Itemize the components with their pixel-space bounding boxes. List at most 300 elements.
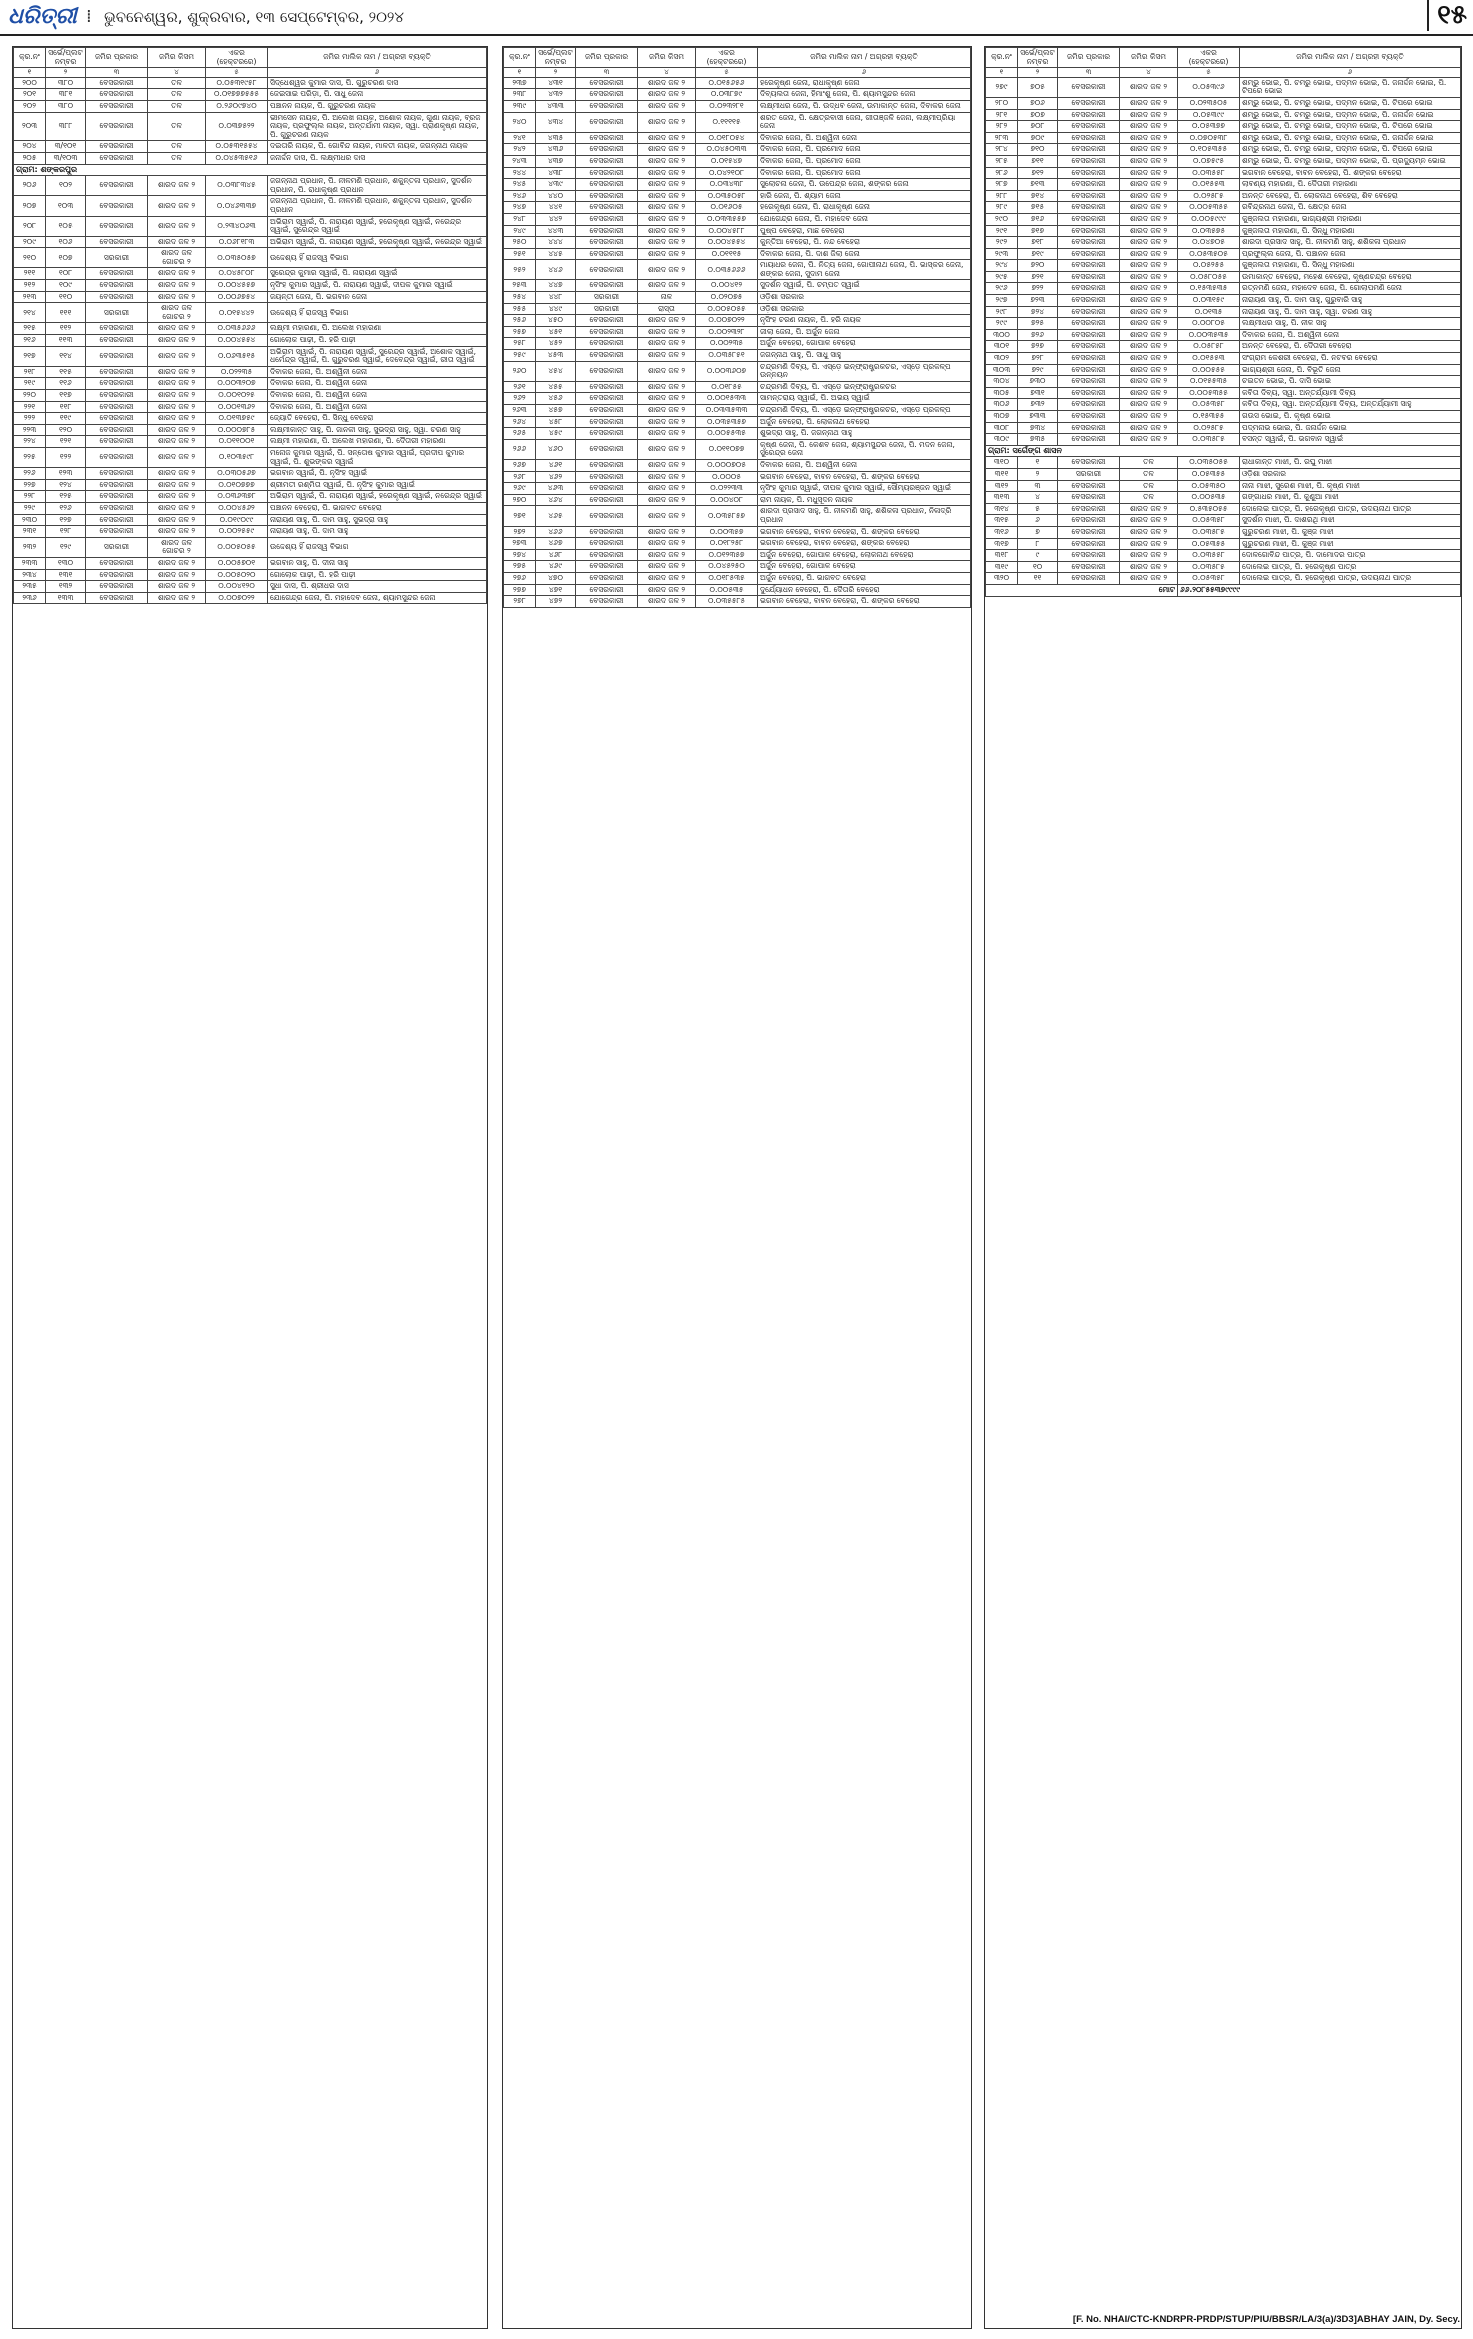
owner-cell: ଅଭିରାମ ସ୍ୱାଇଁ, ପି. ନାରାୟଣ ସ୍ୱାଇଁ, ସୁରେନ୍ଦ୍ର ସ୍ୱାଇଁ, ଅଶୋକ ସ୍ୱାଇଁ, ଧର୍ମେନ୍ଦ୍ର ସ୍ୱାଇଁ, ପି. ଗୁରୁଚରଣ ସ୍ୱାଇଁ, ଦେବେନ୍ଦ୍ର ସ୍ୱାଇଁ, ରୀତା ସ୍ୱାଇଁ [268, 346, 487, 366]
plot-cell: ୧୨୮ [46, 526, 86, 538]
owner-cell: ନୃସିଂହ କୁମାର ସ୍ୱାଇଁ, ଦୀପକ କୁମାର ସ୍ୱାଇଁ, ସୌମ୍ୟରଞ୍ଜନ ସ୍ୱାଇଁ [758, 483, 971, 495]
kism-cell: ଶାରଦ ଜଳ ୨ [638, 132, 696, 144]
land-type-cell: ବେସରକାରୀ [1058, 213, 1120, 225]
land-type-cell: ବେସରକାରୀ [1058, 77, 1120, 97]
owner-cell: ଅଭିରାମ ସ୍ୱାଇଁ, ପି. ନାରାୟଣ ସ୍ୱାଇଁ, ହରେକୃଷ୍ଣ ସ୍ୱାଇଁ, ନରେନ୍ଦ୍ର ସ୍ୱାଇଁ, ସୁରେନ୍ଦ୍ର ସ୍ୱାଇଁ [268, 216, 487, 236]
land-type-cell: ବେସରକାରୀ [576, 381, 638, 393]
column-3 [984, 46, 1462, 2329]
table-row [986, 167, 1461, 179]
serial-cell: ୨୭୩ [504, 538, 536, 550]
land-type-cell: ବେସରକାରୀ [1058, 526, 1120, 538]
plot-cell: ୭୦୫ [1018, 77, 1058, 97]
column-header-serial: କ୍ର.ନଂ [986, 48, 1018, 68]
land-type-cell: ବେସରକାରୀ [1058, 271, 1120, 283]
owner-cell: ଅନନ୍ତ ବେହେରା, ପି. ଦୈତାରୀ ବେହେରା [1240, 341, 1461, 353]
area-cell: ୦.୦୦୪୧୨ [696, 280, 758, 292]
total-row [986, 584, 1461, 596]
land-type-cell: ସରକାରୀ [576, 303, 638, 315]
kism-cell: ଶାରଦ ଜଳ ୨ [148, 323, 206, 335]
kism-cell: ଶାରଦ ଜଳ ୨ [148, 436, 206, 448]
land-type-cell: ବେସରକାରୀ [1058, 237, 1120, 249]
land-type-cell: ବେସରକାରୀ [86, 502, 148, 514]
area-cell: ୦.୦୦୩୫୭ [696, 526, 758, 538]
plot-cell: ୪୫୨ [536, 338, 576, 350]
serial-cell: ୨୧୬ [14, 335, 46, 347]
table-row [504, 338, 971, 350]
serial-cell: ୨୦୨ [14, 100, 46, 112]
owner-cell: ସିଦ୍ଧେଶ୍ୱର କୁମାର ଦାସ, ପି. ଗୁରୁଚରଣ ଦାସ [268, 77, 487, 89]
kism-cell: ଶାରଦ ଜଳ ୨ [148, 280, 206, 292]
owner-cell: ଦିବାକର ଜେନା, ପି. ଅଶ୍ୱିନୀ ଜେନା [268, 378, 487, 390]
column-number: ୩ [1058, 68, 1120, 78]
area-cell: ୦.୦୨୨୩୩ [696, 483, 758, 495]
kism-cell: ଶାରଦ ଜଳ ୨ [638, 506, 696, 526]
land-type-cell: ବେସରକାରୀ [86, 152, 148, 164]
plot-cell: ୧୧୧ [46, 303, 86, 323]
column-header-serial: କ୍ର.ନଂ [504, 48, 536, 68]
serial-cell: ୩୦୩ [986, 364, 1018, 376]
serial-cell: ୨୩୮ [504, 89, 536, 101]
serial-cell: ୨୨୨ [14, 413, 46, 425]
plot-cell: ୪୫୬ [536, 393, 576, 405]
table-row [14, 436, 487, 448]
plot-cell: ୪୬୬ [536, 526, 576, 538]
serial-cell: ୨୭୮ [504, 596, 536, 608]
plot-cell: ୪୩୯ [536, 179, 576, 191]
land-type-cell: ବେସରକାରୀ [1058, 376, 1120, 388]
owner-cell: ରାମ ନାୟକ, ପି. ମଧୁସୂଦନ ନାୟକ [758, 494, 971, 506]
table-row [504, 225, 971, 237]
serial-cell: ୨୦୮ [14, 216, 46, 236]
plot-cell: ୪୬୨ [536, 471, 576, 483]
serial-cell: ୩୧୩ [986, 492, 1018, 504]
land-type-cell: ବେସରକାରୀ [86, 366, 148, 378]
plot-cell: ୭୩୨ [1018, 399, 1058, 411]
serial-cell: ୨୨୭ [14, 479, 46, 491]
table-row [986, 526, 1461, 538]
table-row [14, 468, 487, 480]
serial-cell: ୨୭୦ [504, 494, 536, 506]
kism-cell: ଶାରଦ ଜଳ ୨ [148, 335, 206, 347]
land-type-cell: ବେସରକାରୀ [1058, 295, 1120, 307]
owner-cell: ଜଗନ୍ନାଥ ପ୍ରଧାନ, ପି. ନୀଳମଣି ପ୍ରଧାନ, ଶକୁନ୍ତଳା ପ୍ରଧାନ, ସୁଦର୍ଶନ ପ୍ରଧାନ [268, 196, 487, 216]
owner-cell: ଲକ୍ଷ୍ମୀ ମହାରଣା, ପି. ଅଲେଖ ମହାରଣା [268, 323, 487, 335]
table-row [14, 557, 487, 569]
table-row [14, 413, 487, 425]
kism-cell: ଶାରଦ ଜଳ ୨ [1120, 411, 1178, 423]
land-table-1 [13, 47, 487, 604]
plot-cell: ୪୩୫ [536, 132, 576, 144]
kism-cell: ଶାରଦ ଜଳ ୨ [1120, 97, 1178, 109]
land-type-cell: ବେସରକାରୀ [576, 350, 638, 362]
kism-cell: ଶାରଦ ଜଳ ୨ [1120, 109, 1178, 121]
table-row [14, 401, 487, 413]
land-type-cell: ସରକାରୀ [576, 292, 638, 304]
kism-cell: ନାଳ [638, 292, 696, 304]
land-type-cell: ବେସରକାରୀ [1058, 167, 1120, 179]
owner-cell: ପ୍ରଫୁଲ୍ଲ ଜେନା, ପି. ପଞ୍ଚାନନ ଜେନା [1240, 248, 1461, 260]
area-cell: ୦.୦୩୩୫୫୭ [696, 213, 758, 225]
kism-cell: ତଳ [1120, 457, 1178, 469]
owner-cell: ଦଇତାରି ନାୟକ, ପି. ଗୋବିନ୍ଦ ନାୟକ, ମାଳତୀ ନାୟକ, ଜଗନ୍ନାଥ ନାୟକ [268, 141, 487, 153]
serial-cell: ୨୦୬ [14, 176, 46, 196]
land-type-cell: ବେସରକାରୀ [1058, 329, 1120, 341]
column-header-owner: ଜମିର ମାଲିକ ନାମ / ଅଗ୍ରହୀ ବ୍ୟକ୍ତି [1240, 48, 1461, 68]
land-table-3 [985, 47, 1461, 597]
land-type-cell: ବେସରକାରୀ [86, 557, 148, 569]
plot-cell: ୩୮୦ [46, 100, 86, 112]
total-value: ୬୬.୨୦୮୫୫୩୭୯୯୯୯ [1178, 584, 1461, 596]
land-type-cell: ବେସରକାରୀ [1058, 480, 1120, 492]
serial-cell: ୩୧୧ [986, 468, 1018, 480]
owner-cell: ଭଗବାନ ସ୍ୱାଇଁ, ପି. ନୃସିଂହ ସ୍ୱାଇଁ [268, 468, 487, 480]
plot-cell: ୪୬୮ [536, 549, 576, 561]
table-row [14, 248, 487, 268]
table-row [504, 459, 971, 471]
owner-cell: କୁଞ୍ଜଲତା ମହାରଣା, ପି. ସିନ୍ଧୁ ମହାରଣା [1240, 225, 1461, 237]
serial-cell: ୨୫୬ [504, 315, 536, 327]
plot-cell: ୧୧୨ [46, 323, 86, 335]
land-type-cell: ବେସରକାରୀ [576, 459, 638, 471]
serial-cell: ୨୬୧ [504, 381, 536, 393]
table-row [504, 428, 971, 440]
area-cell: ୦.୦୧୩୭୫୯ [206, 413, 268, 425]
plot-cell: ୪୩୭ [536, 155, 576, 167]
serial-cell: ୨୦୭ [14, 196, 46, 216]
table-row [14, 291, 487, 303]
header-number-row [504, 68, 971, 78]
area-cell: ୦.୦୧୫୪୭ [696, 155, 758, 167]
area-cell: ୦.୦୫୩୯୬ [1178, 77, 1240, 97]
land-type-cell: ବେସରକାରୀ [86, 268, 148, 280]
land-type-cell: ବେସରକାରୀ [576, 260, 638, 280]
land-type-cell: ବେସରକାରୀ [86, 514, 148, 526]
owner-cell: ଉଦ୍ଦେଶ୍ୟ ହିଁ ରାଜସ୍ୱ ବିଭାଗ [268, 537, 487, 557]
table-row [14, 491, 487, 503]
column-header-serial: କ୍ର.ନଂ [14, 48, 46, 68]
plot-cell: ୪୩୬ [536, 144, 576, 156]
land-type-cell: ବେସରକାରୀ [576, 549, 638, 561]
kism-cell: ଶାରଦ ଜଳ ୨ [638, 561, 696, 573]
table-row [986, 341, 1461, 353]
owner-cell: ଭୀମସେନ ନାୟକ, ପି. ଅଲେଖ ନାୟକ, ଅଶୋକ ନାୟକ, ଗୁଣା ନାୟକ, ବ୍ରଜ ନାୟକ, ପ୍ରଫୁଲ୍ଲ ନାୟକ, ଅନ୍ତର୍ଯାମୀ ନାୟକ, ସ୍ୱା. ପ୍ରାଣକୃଷ୍ଣ ନାୟକ, ପି. ଗୁରୁଚରଣ ନାୟକ [268, 112, 487, 141]
kism-cell: ଶାରଦ ଜଳ ୨ [1120, 248, 1178, 260]
plot-cell: ୧୧୪ [46, 346, 86, 366]
kism-cell: ଶାରଦ ଜଳ ୨ [638, 112, 696, 132]
serial-cell: ୨୩୭ [504, 77, 536, 89]
kism-cell: ଶାରଦ ଜଳ ୨ [1120, 121, 1178, 133]
table-row [504, 494, 971, 506]
plot-cell: ୧୩୩ [46, 592, 86, 604]
owner-cell: ପଞ୍ଚାନନ ନାୟକ, ପି. ଗୁରୁଚରଣ ନାୟକ [268, 100, 487, 112]
owner-cell: ଶରତ ଜେନା, ପି. କ୍ଷେତ୍ରବାସୀ ଜେନା, ଗୀତାଞ୍ଜଳି ଜେନା, ଲକ୍ଷ୍ମୀପ୍ରିୟା ଜେନା [758, 112, 971, 132]
serial-cell: ୨୭୫ [504, 561, 536, 573]
land-type-cell: ବେସରକାରୀ [86, 447, 148, 467]
area-cell: ୦.୨୩୪୦୬୩ [206, 216, 268, 236]
plot-cell: ୧୨୨ [46, 447, 86, 467]
kism-cell: ଶାରଦ ଜଳ ୨ [638, 190, 696, 202]
table-row [986, 132, 1461, 144]
plot-cell: ୭୧୩ [1018, 179, 1058, 191]
table-row [986, 376, 1461, 388]
owner-cell: ହାରି ଜେନା, ପି. ଶ୍ୟାମ ଜେନା [758, 190, 971, 202]
plot-cell: ୪୫୮ [536, 416, 576, 428]
serial-cell: ୨୨୩ [14, 424, 46, 436]
area-cell: ୦.୦୫୩୧୫୫୪ [206, 141, 268, 153]
owner-cell: ନୃସିଂହ ଚରଣ ନାୟକ, ପି. ହରି ନାୟକ [758, 315, 971, 327]
kism-cell: ଶାରଦ ଜଳ ୨ [148, 268, 206, 280]
area-cell: ୦.୦୧୮୫୩୫ [696, 572, 758, 584]
table-row [986, 353, 1461, 365]
kism-cell: ଶାରଦ ଜଳ ୨ [1120, 179, 1178, 191]
plot-cell: ୭୨୭ [1018, 341, 1058, 353]
kism-cell: ତଳ [148, 100, 206, 112]
owner-cell: ଶମ୍ଭୁ ଭୋଇ, ପି. ଚମରୁ ଭୋଇ, ପଦ୍ମନ ଭୋଇ, ପି. ପ୍ରଦ୍ୟୁମ୍ନ ଭୋଇ [1240, 155, 1461, 167]
table-row [986, 271, 1461, 283]
owner-cell: ଗୋଲୋକ ପାଢ଼ୀ, ପି. ହରି ପାଢ଼ୀ [268, 569, 487, 581]
kism-cell: ଶାରଦ ଜଳ ୨ [1120, 260, 1178, 272]
serial-cell: ୩୧୪ [986, 503, 1018, 515]
area-cell: ୦.୦୩୫୦୫୮ [696, 190, 758, 202]
land-type-cell: ସରକାରୀ [86, 303, 148, 323]
serial-cell: ୨୩୬ [14, 592, 46, 604]
column-number: ୪ [638, 68, 696, 78]
owner-cell: ଦିବାକର ଜେନା, ପି. ଅଶ୍ୱିନୀ ଜେନା [268, 390, 487, 402]
owner-cell: ଅର୍ଜୁନ ବେହେରା, ପି. ଲୋକନାଥ ବେହେରା [758, 416, 971, 428]
kism-cell: ଶାରଦ ଜଳ ୨ [148, 378, 206, 390]
kism-cell: ଶାରଦ ଜଳ ୨ [148, 366, 206, 378]
area-cell: ୦.୦୦୦୭୮୫ [206, 424, 268, 436]
kism-cell: ଶାରଦ ଜଳ ୨ [1120, 213, 1178, 225]
kism-cell: ଶାରଦ ଜଳ ୨ [1120, 225, 1178, 237]
plot-cell: ୪୫୫ [536, 381, 576, 393]
table-row [986, 457, 1461, 469]
owner-cell: ଜୀଲା ଜେନା, ପି. ଅର୍ଜୁନ ଜେନା [758, 326, 971, 338]
column-number: ୪ [1120, 68, 1178, 78]
area-cell: ୦.୦୦୭୦୨୨ [696, 315, 758, 327]
plot-cell: ୪୬୧ [536, 459, 576, 471]
serial-cell: ୨୫୫ [504, 303, 536, 315]
table-row [14, 537, 487, 557]
serial-cell: ୨୭୬ [504, 572, 536, 584]
owner-cell: କବିତା ଦିବ୍ୟ, ସ୍ୱା. ଅନ୍ତର୍ଯ୍ୟାମୀ ଦିବ୍ୟ, ଅନ୍ତର୍ଯ୍ୟାମୀ ସାହୁ [1240, 399, 1461, 411]
table-row [986, 295, 1461, 307]
land-type-cell: ବେସରକାରୀ [86, 401, 148, 413]
land-type-cell: ବେସରକାରୀ [576, 100, 638, 112]
kism-cell: ଶାରଦ ଜଳ ୨ [1120, 561, 1178, 573]
owner-cell: ରତ୍ନମଣି ଜେନା, ମହାଦେବ ଜେନା, ପି. ଗୋଲାପମଣି ଜେନା [1240, 283, 1461, 295]
serial-cell: ୨୫୩ [504, 280, 536, 292]
area-cell: ୦.୦୩୫୩୫୭ [696, 416, 758, 428]
header-row [14, 48, 487, 68]
area-cell: ୦.୦୧୧୦୦୧ [206, 436, 268, 448]
plot-cell: ୭୦୬ [1018, 97, 1058, 109]
land-type-cell: ବେସରକାରୀ [86, 280, 148, 292]
area-cell: ୦.୦୦୧୦୨୫ [206, 390, 268, 402]
plot-cell: ୭୨୮ [1018, 353, 1058, 365]
kism-cell: ଶାରଦ ଜଳ ୨ [1120, 283, 1178, 295]
serial-cell: ୨୯୧ [986, 225, 1018, 237]
owner-cell: ଶମ୍ଭୁ ଭୋଇ, ପି. ଚମରୁ ଭୋଇ, ପଦ୍ମନ ଭୋଇ, ପି. ଜନାର୍ଦ୍ଦନ ଭୋଇ [1240, 132, 1461, 144]
area-cell: ୦.୦୦୪୦୮ [696, 494, 758, 506]
land-type-cell: ବେସରକାରୀ [1058, 155, 1120, 167]
area-cell: ୦.୦୩୫୮୫୭ [696, 506, 758, 526]
kism-cell: ଶାରଦ ଜଳ ୨ [638, 248, 696, 260]
area-cell: ୦.୦୩୭୫୨୨ [206, 112, 268, 141]
table-row [986, 213, 1461, 225]
area-cell: ୦.୦୦୫୫୩୫ [696, 428, 758, 440]
land-type-cell: ବେସରକାରୀ [86, 592, 148, 604]
serial-cell: ୨୮୭ [986, 179, 1018, 191]
plot-cell: ୪୬୫ [536, 506, 576, 526]
area-cell: ୦.୦୨୫୮୫ [1178, 190, 1240, 202]
land-type-cell: ବେସରକାରୀ [86, 424, 148, 436]
plot-cell: ୭୧୪ [1018, 190, 1058, 202]
area-cell: ୦.୦୦୫୩୫୫ [1178, 202, 1240, 214]
table-row [504, 77, 971, 89]
plot-cell: ୩୮୮ [46, 112, 86, 141]
plot-cell: ୨ [1018, 468, 1058, 480]
kism-cell: ଶାରଦ ଜଳ ୨ [638, 100, 696, 112]
owner-cell: ଦିବାକର ଜେନା, ପି. ପ୍ରମୋଦ ଜେନା [758, 144, 971, 156]
owner-cell: ଲକ୍ଷ୍ମୀ ମହାରଣା, ପି. ଅଲେଖ ମହାରଣା, ପି. ଦୈତାରୀ ମହାରଣା [268, 436, 487, 448]
kism-cell: ଶାରଦ ଜଳ ୨ [638, 77, 696, 89]
plot-cell: ୧୧୬ [46, 378, 86, 390]
plot-cell: ୪୬୪ [536, 494, 576, 506]
land-type-cell: ବେସରକାରୀ [576, 338, 638, 350]
owner-cell: ନାରାୟଣ ସାହୁ, ପି. ଦାମ ସାହୁ, ସ୍ୱା. ଚରଣ ସାହୁ [1240, 306, 1461, 318]
table-row [14, 378, 487, 390]
table-row [986, 387, 1461, 399]
owner-cell: ଦିବ୍ୟଲତା ଜେନା, ହିମାଂଶୁ ଜେନା, ପି. ଶ୍ୟାମସୁନ୍ଦର ଜେନା [758, 89, 971, 101]
owner-cell: ଶୁଭଦ୍ରା ସାହୁ, ପି. ଜଗନ୍ନାଥ ସାହୁ [758, 428, 971, 440]
area-cell: ୦.୦୩୫୬୬୬ [696, 260, 758, 280]
serial-cell: ୨୫୧ [504, 248, 536, 260]
land-type-cell: ବେସରକାରୀ [1058, 132, 1120, 144]
kism-cell: ଶାରଦ ଜଳ ୨ [148, 592, 206, 604]
owner-cell: ଉଦ୍ଦେଶ୍ୟ ହିଁ ରାଜସ୍ୱ ବିଭାଗ [268, 248, 487, 268]
land-type-cell: ବେସରକାରୀ [576, 280, 638, 292]
land-type-cell: ବେସରକାରୀ [1058, 144, 1120, 156]
kism-cell: ଶାରଦ ଜଳ ୨ [148, 291, 206, 303]
table-row [504, 405, 971, 417]
owner-cell: ଦିବାକର ଜେନା, ପି. ଅଶ୍ୱିନୀ ଜେନା [268, 401, 487, 413]
owner-cell: ରବିନ୍ଦ୍ରନାଥ ଜେନା, ପି. କ୍ଷେତ୍ର ଜେନା [1240, 202, 1461, 214]
kism-cell: ଶାରଦ ଜଳ ୨ [1120, 422, 1178, 434]
area-cell: ୦.୦୩୫୮୫ [1178, 561, 1240, 573]
table-row [504, 248, 971, 260]
column-header-plot: ସର୍ଭେ/ପ୍ଲଟ ନମ୍ବର [1018, 48, 1058, 68]
kism-cell: ଶାରଦ ଜଳ ୨ [148, 502, 206, 514]
land-type-cell: ବେସରକାରୀ [1058, 503, 1120, 515]
table-row [14, 335, 487, 347]
kism-cell: ଶାରଦ ଜଳ ୨ [638, 361, 696, 381]
kism-cell: ତଳ [148, 141, 206, 153]
kism-cell: ଶାରଦ ଜଳ ୨ [638, 494, 696, 506]
owner-cell: ସୁଧା ଦାସ, ପି. ଶ୍ରୀଧର ଦାସ [268, 581, 487, 593]
serial-cell: ୨୧୮ [14, 366, 46, 378]
owner-cell: ଶ୍ରୀମତୀ ରଶ୍ମିତା ସ୍ୱାଇଁ, ପି. ନୃସିଂହ କୁମାର ସ୍ୱାଇଁ [268, 479, 487, 491]
table-row [504, 572, 971, 584]
table-row [504, 213, 971, 225]
column-2 [502, 46, 972, 2329]
plot-cell: ୭୨୧ [1018, 271, 1058, 283]
owner-cell: ଓଡ଼ିଶା ସରକାର [758, 292, 971, 304]
area-cell: ୦.୦୧୧୦୭୭ [696, 439, 758, 459]
land-type-cell: ବେସରକାରୀ [576, 526, 638, 538]
village-name: ଗ୍ରାମ: ଶଙ୍କରପୁର [14, 164, 487, 176]
table-row [986, 411, 1461, 423]
table-row [504, 292, 971, 304]
serial-cell: ୨୩୯ [504, 100, 536, 112]
area-cell: ୦.୦୧୫୬୫୬ [696, 77, 758, 89]
column-number: ୧ [14, 68, 46, 78]
plot-cell: ୪୪୯ [536, 303, 576, 315]
owner-cell: ଉଦ୍ଦେଶ୍ୟ ହିଁ ରାଜସ୍ୱ ବିଭାଗ [268, 303, 487, 323]
owner-cell: ଦୋଲେଇ ପାତ୍ର, ପି. ହରେକୃଷ୍ଣ ପାତ୍ର, ଉଦୟନାଥ ପାତ୍ର [1240, 573, 1461, 585]
area-cell: ୦.୦୩୫୫୮ [1178, 550, 1240, 562]
land-type-cell: ବେସରକାରୀ [86, 291, 148, 303]
kism-cell: ଶାରଦ ଜଳ ୨ [638, 439, 696, 459]
table-row [504, 190, 971, 202]
area-cell: ୦.୦୩୫୮୫ [1178, 526, 1240, 538]
kism-cell: ଶାରଦ ଜଳ ୨ [638, 202, 696, 214]
kism-cell: ଶାରଦ ଜଳ ୨ [638, 381, 696, 393]
kism-cell: ଶାରଦ ଜଳ ୨ [638, 416, 696, 428]
plot-cell: ୭ [1018, 526, 1058, 538]
owner-cell: ସଂଗ୍ରାମ କେଶରୀ ବେହେରା, ପି. ନଟବର ବେହେରା [1240, 353, 1461, 365]
serial-cell: ୨୯୩ [986, 248, 1018, 260]
area-cell: ୦.୦୬୩୫୧୫ [206, 346, 268, 366]
table-row [504, 393, 971, 405]
area-cell: ୦.୦୦୫୭୦୧ [206, 557, 268, 569]
plot-cell: ୭୩୩ [1018, 411, 1058, 423]
owner-cell: ଭଗବାନ ବେହେରା, ବାବନ ବେହେରା, ପି. ଶଙ୍କର ବେହେରା [758, 596, 971, 608]
plot-cell: ୧୧୮ [46, 401, 86, 413]
kism-cell: ଶାରଦ ଜଳ ୨ [148, 216, 206, 236]
land-type-cell: ବେସରକାରୀ [576, 315, 638, 327]
table-row [986, 329, 1461, 341]
land-type-cell: ବେସରକାରୀ [86, 390, 148, 402]
table-row [986, 248, 1461, 260]
table-row [504, 584, 971, 596]
owner-cell: ଅର୍ଜୁନ ବେହେରା, ଗୋପାଳ ବେହେରା, ଲୋକନାଥ ବେହେରା [758, 549, 971, 561]
land-type-cell: ବେସରକାରୀ [576, 483, 638, 495]
land-type-cell: ବେସରକାରୀ [1058, 260, 1120, 272]
area-cell: ୦.୧୧୧୧୫ [696, 112, 758, 132]
land-type-cell: ବେସରକାରୀ [1058, 283, 1120, 295]
owner-cell: ଗୁରୁଚରଣ ମାଝୀ, ପି. କୁଞ୍ଜ ମାଝୀ [1240, 538, 1461, 550]
area-cell: ୦.୦୬୮୧୮୩ [206, 236, 268, 248]
owner-cell: ଜନାର୍ଦ୍ଦନ ଦାସ, ପି. ଲକ୍ଷ୍ମୀଧର ଦାସ [268, 152, 487, 164]
serial-cell: ୨୮୦ [986, 97, 1018, 109]
kism-cell: ଶାରଦ ଜଳ ୨ [148, 479, 206, 491]
land-type-cell: ବେସରକାରୀ [576, 494, 638, 506]
serial-cell: ୩୧୫ [986, 515, 1018, 527]
land-type-cell: ବେସରକାରୀ [86, 581, 148, 593]
land-type-cell: ବେସରକାରୀ [576, 144, 638, 156]
plot-cell: ୪୪୪ [536, 237, 576, 249]
owner-cell: ଦୋଲେଇ ପାତ୍ର, ପି. ହରେକୃଷ୍ଣ ପାତ୍ର, ଉଦୟନାଥ ପାତ୍ର [1240, 503, 1461, 515]
column-header-plot: ସର୍ଭେ/ପ୍ଲଟ ନମ୍ବର [536, 48, 576, 68]
owner-cell: ଭଗବାନ ବେହେରା, ବାବନ ବେହେରା, ଶଙ୍କର ବେହେରା [758, 538, 971, 550]
land-type-cell: ବେସରକାରୀ [576, 190, 638, 202]
plot-cell: ୭୨୫ [1018, 318, 1058, 330]
owner-cell: ଦିବାକର ଜେନା, ପି. ପ୍ରମୋଦ ଜେନା [758, 167, 971, 179]
owner-cell: ଦୋଳଗୋବିନ୍ଦ ପାତ୍ର, ପି. ଦାମୋଦର ପାତ୍ର [1240, 550, 1461, 562]
area-cell: ୦.୦୨୩୨୮୧ [696, 100, 758, 112]
kism-cell: ତଳ [1120, 480, 1178, 492]
